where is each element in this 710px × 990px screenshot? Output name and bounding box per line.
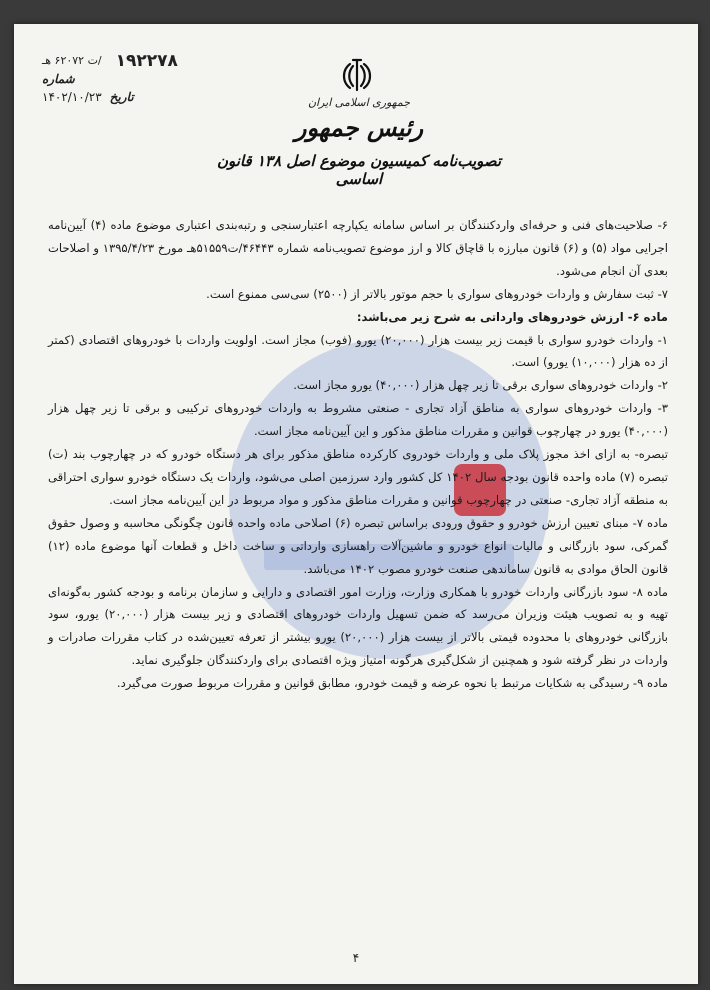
number-label: شماره	[42, 72, 75, 86]
document-page	[14, 24, 698, 984]
paragraph: ۷- ثبت سفارش و واردات خودروهای سواری با حجم موتور بالاتر از (۲۵۰۰) سی‌سی ممنوع است.	[206, 286, 668, 301]
paragraph: ۶- صلاحیت‌های فنی و حرفه‌ای واردکنندگان بر اساس سامانه یکپارچه اعتبارسنجی و رتبه‌بندی اعتباری موضوع ماده (۴) آیین‌نامه اجرایی مواد (۵) و (۶) قانون مبارزه با قاچاق کالا و ارز موضوع تصویب‌نامه شماره ۴۶۴۴۳/ت۵۱۵۵۹هـ مورخ ۱۳۹۵/۴/۲۳ و اصلاحات بعدی آن انجام می‌شود.	[48, 218, 668, 278]
approval-title: تصویب‌نامه کمیسیون موضوع اصل ۱۳۸ قانون اساسی	[216, 152, 502, 188]
article-paragraph: ماده ۹- رسیدگی به شکایات مرتبط با نحوه عرضه و قیمت خودرو، مطابق قوانین و مقررات مربوط صورت می‌گیرد.	[116, 676, 668, 691]
paragraph: ۱- واردات خودرو سواری با قیمت زیر بیست هزار (۲۰,۰۰۰) یورو (فوب) مجاز است. اولویت واردات با خودروهای اقتصادی (کمتر از ده هزار (۱۰,۰۰۰) یورو) است.	[48, 332, 668, 370]
letter-number: ۱۹۲۲۷۸	[115, 51, 178, 71]
date-row	[42, 88, 222, 106]
date-label: تاریخ	[109, 90, 134, 104]
article-paragraph: ماده ۸- سود بازرگانی واردات خودرو با همکاری وزارت، وزارت امور اقتصادی و دارایی و سازمان برنامه و بودجه کشور به‌گونه‌ای تهیه و به تصویب هیئت وزیران می‌رسد که ضمن تسهیل واردات خودروهای اقتصادی و زیر بیست هزار (۲۰,۰۰۰) یورو، سود بازرگانی خودروهای با محدوده قیمتی بالاتر از بیست هزار (۲۰,۰۰۰) یورو بیشتر از تعرفه تعیین‌شده در کتاب مقررات صادرات و واردات در نظر گرفته شود و همچنین از شکل‌گیری هرگونه امتیاز ویژه اقتصادی برای واردکنندگان جلوگیری نماید.	[48, 584, 668, 668]
article-paragraph: ماده ۷- مبنای تعیین ارزش خودرو و حقوق ورودی براساس تبصره (۶) اصلاحی ماده واحده قانون چگونگی محاسبه و وصول حقوق گمرکی، سود بازرگانی و مالیات انواع خودرو و ماشین‌آلات راهسازی وارداتی و ساخت داخل و قطعات آنها موضوع ماده (۱۲) قانون الحاق موادی به قانون ساماندهی صنعت خودرو مصوب ۱۴۰۲ می‌باشد.	[48, 515, 668, 576]
date-value: ۱۴۰۲/۱۰/۲۳	[42, 90, 102, 104]
iran-emblem-icon	[336, 54, 378, 96]
paragraph: ۳- واردات خودروهای سواری به مناطق آزاد تجاری - صنعتی مشروط به واردات خودروهای ترکیبی و برقی تا زیر چهل هزار (۴۰,۰۰۰) یورو در چهارچوب قوانین و مقررات مناطق مذکور و این آیین‌نامه مجاز است.	[48, 401, 668, 439]
letter-number-row	[42, 52, 222, 70]
article-heading: ماده ۶- ارزش خودروهای وارداتی به شرح زیر می‌باشد:	[356, 309, 668, 324]
note-paragraph: تبصره- به ازای اخذ مجوز پلاک ملی و واردات خودروی کارکرده مناطق مذکور برای هر دستگاه خودرو که در چهارچوب بند (ت) تبصره (۷) ماده واحده قانون بودجه سال ۱۴۰۲ کل کشور وارد سرزمین اصلی می‌شود، واردات یک دستگاه خودرو سواری احتراقی به منطقه آزاد تجاری- صنعتی در چهارچوب قوانین و مقررات مناطق مذکور و مواد مربوط در این آیین‌نامه مجاز است.	[48, 447, 668, 507]
paragraph: ۲- واردات خودروهای سواری برقی تا زیر چهل هزار (۴۰,۰۰۰) یورو مجاز است.	[293, 378, 668, 393]
reference-code: /ت ۶۲۰۷۲ هـ	[42, 54, 102, 67]
document-body	[48, 214, 668, 695]
letter-meta	[42, 52, 222, 106]
number-row	[42, 70, 222, 88]
page-number: ۴	[352, 951, 360, 965]
office-title: رئیس جمهور	[294, 114, 424, 142]
country-name: جمهوری اسلامی ایران	[307, 96, 411, 109]
